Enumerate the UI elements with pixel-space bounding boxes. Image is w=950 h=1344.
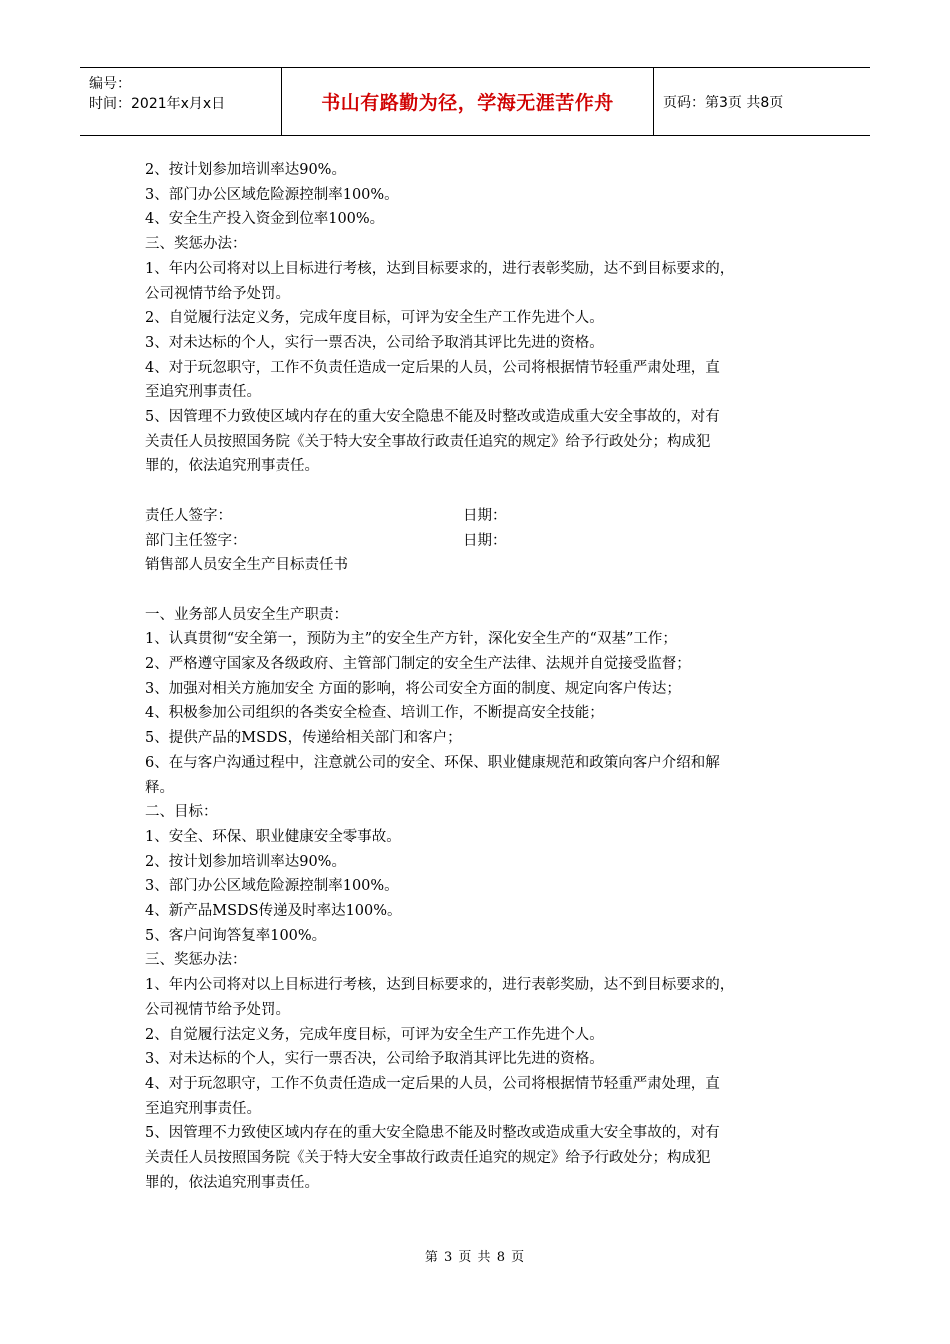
signature-row-director xyxy=(145,529,815,554)
document-date-label: 时间：2021年x月x日 xyxy=(89,96,226,112)
body-line: 4、对于玩忽职守，工作不负责任造成一定后果的人员，公司将根据情节轻重严肃处理，直 xyxy=(145,359,720,376)
responsible-date-label: 日期： xyxy=(463,507,507,524)
body-line: 2、严格遵守国家及各级政府、主管部门制定的安全生产法律、法规并自觉接受监督； xyxy=(145,656,691,673)
body-line: 5、因管理不力致使区域内存在的重大安全隐患不能及时整改或造成重大安全事故的，对有 xyxy=(145,1125,720,1142)
body-line: 1、认真贯彻“安全第一，预防为主”的安全生产方针，深化安全生产的“双基”工作； xyxy=(145,631,677,648)
body-line: 4、积极参加公司组织的各类安全检查、培训工作，不断提高安全技能； xyxy=(145,705,604,722)
section-heading: 二、目标： xyxy=(145,804,218,821)
section-heading: 三、奖惩办法： xyxy=(145,952,247,969)
document-number-label: 编号： xyxy=(89,76,131,92)
header-page-number: 页码：第3页 共8页 xyxy=(663,94,784,111)
body-line: 3、部门办公区域危险源控制率100%。 xyxy=(145,186,399,203)
body-line: 3、对未达标的个人，实行一票否决，公司给予取消其评比先进的资格。 xyxy=(145,1051,604,1068)
director-date-label: 日期： xyxy=(463,532,507,549)
body-line: 公司视情节给予处罚。 xyxy=(145,285,290,302)
body-line: 至追究刑事责任。 xyxy=(145,384,261,401)
body-line: 1、年内公司将对以上目标进行考核，达到目标要求的，进行表彰奖励，达不到目标要求的， xyxy=(145,977,735,994)
body-line: 2、自觉履行法定义务，完成年度目标，可评为安全生产工作先进个人。 xyxy=(145,1026,604,1043)
body-line: 至追究刑事责任。 xyxy=(145,1100,261,1117)
page-header xyxy=(80,67,870,136)
body-line: 罪的，依法追究刑事责任。 xyxy=(145,1174,319,1191)
body-line: 1、安全、环保、职业健康安全零事故。 xyxy=(145,828,401,845)
body-line: 6、在与客户沟通过程中，注意就公司的安全、环保、职业健康规范和政策向客户介绍和解 xyxy=(145,754,720,771)
page-footer: 第 3 页 共 8 页 xyxy=(424,1250,526,1265)
body-line: 罪的，依法追究刑事责任。 xyxy=(145,458,319,475)
section-heading: 三、奖惩办法： xyxy=(145,236,247,253)
body-line: 3、部门办公区域危险源控制率100%。 xyxy=(145,878,399,895)
director-signature-label: 部门主任签字： xyxy=(145,532,247,549)
body-line: 公司视情节给予处罚。 xyxy=(145,1001,290,1018)
body-line: 5、提供产品的MSDS，传递给相关部门和客户； xyxy=(145,730,462,747)
spacer xyxy=(145,578,815,603)
body-line: 4、对于玩忽职守，工作不负责任造成一定后果的人员，公司将根据情节轻重严肃处理，直 xyxy=(145,1075,720,1092)
document-body xyxy=(145,158,815,1196)
body-line: 2、按计划参加培训率达90%。 xyxy=(145,162,346,178)
signature-row-responsible xyxy=(145,504,815,529)
body-line: 关责任人员按照国务院《关于特大安全事故行政责任追究的规定》给予行政处分；构成犯 xyxy=(145,433,711,450)
body-line: 4、新产品MSDS传递及时率达100%。 xyxy=(145,903,402,920)
body-line: 2、按计划参加培训率达90%。 xyxy=(145,853,346,870)
spacer xyxy=(145,479,815,504)
header-meta xyxy=(80,68,282,135)
body-line: 3、对未达标的个人，实行一票否决，公司给予取消其评比先进的资格。 xyxy=(145,334,604,351)
body-line: 5、因管理不力致使区域内存在的重大安全隐患不能及时整改或造成重大安全事故的，对有 xyxy=(145,409,720,426)
body-line: 5、客户问询答复率100%。 xyxy=(145,927,327,944)
body-line: 关责任人员按照国务院《关于特大安全事故行政责任追究的规定》给予行政处分；构成犯 xyxy=(145,1150,711,1167)
header-motto: 书山有路勤为径，学海无涯苦作舟 xyxy=(282,68,654,135)
body-line: 4、安全生产投入资金到位率100%。 xyxy=(145,211,385,228)
section-title: 销售部人员安全生产目标责任书 xyxy=(145,557,348,574)
body-line: 1、年内公司将对以上目标进行考核，达到目标要求的，进行表彰奖励，达不到目标要求的， xyxy=(145,260,735,277)
section-heading: 一、业务部人员安全生产职责： xyxy=(145,606,348,623)
body-line: 3、加强对相关方施加安全 方面的影响，将公司安全方面的制度、规定向客户传达； xyxy=(145,680,681,697)
body-line: 2、自觉履行法定义务，完成年度目标，可评为安全生产工作先进个人。 xyxy=(145,310,604,327)
responsible-signature-label: 责任人签字： xyxy=(145,507,232,524)
body-line: 释。 xyxy=(145,779,174,796)
